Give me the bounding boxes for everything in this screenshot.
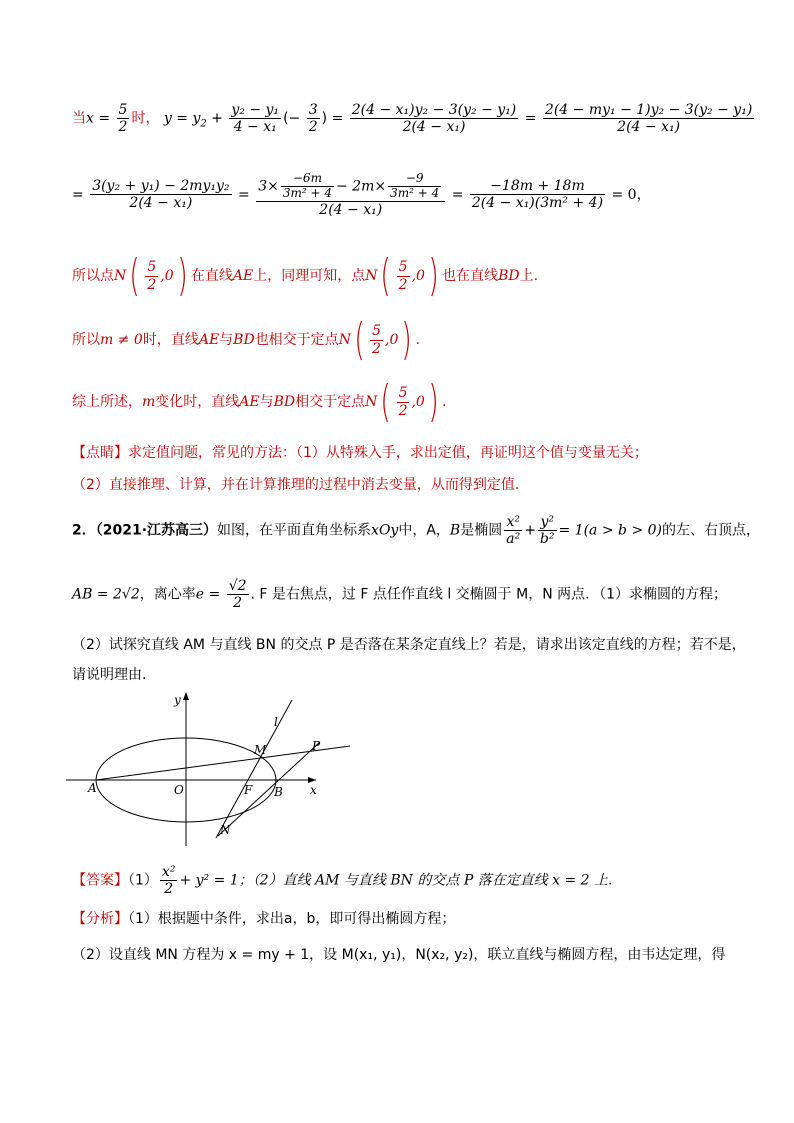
line-l-label: l <box>274 715 278 729</box>
dianjing-tag: 【点睛】 <box>72 445 128 461</box>
fraction: $\frac{\text{3(y₂ + y₁) − 2my₁y₂}}{\text{2(4 − x₁)}}$ <box>92 178 230 212</box>
fraction: $\frac{3}{2}$ <box>308 102 318 136</box>
point-p-label: P <box>312 739 321 753</box>
point-b-label: B <box>274 785 283 799</box>
question-2-line-4: 请说明理由. <box>72 667 147 683</box>
answer-tag: 【答案】 <box>72 872 128 889</box>
analysis-line-2: （2）设直线 MN 方程为 x = my + 1，设 M(x₁, y₁)，N(x₂, y₂)，联立直线与椭圆方程，由韦达定理，得 <box>72 947 726 963</box>
text-line-4: 所以m ≠ 0时，直线AE与BD也相交于定点N( $\frac{5}{2}$ ,0) . <box>72 314 421 365</box>
analysis-line-1: 【分析】（1）根据题中条件，求出a，b，即可得出椭圆方程； <box>72 911 456 927</box>
when-label: 当 <box>72 110 86 127</box>
formula-line-1: 当x = $\frac{5}{2}$ 时， $y = y_2$ + $\frac{\text{y₂ − y₁}}{\text{4 − x₁}}$ (− $\frac{3}{2}$ ) = $\frac{\text{2(4 − x₁)y₂ − 3(y₂ − y₁)}}{\text{2(4 − x₁)}}$ = $\frac{\text{2(4 − my₁ − 1)y₂ − 3(y₂ − y₁)}}{\text{2(4 − x₁)}}$ <box>72 102 753 136</box>
line-bn <box>218 742 320 836</box>
y-arrow <box>183 692 189 700</box>
dianjing-line-1: 【点睛】求定值问题，常见的方法：（1）从特殊入手，求出定值，再证明这个值与变量无关； <box>72 445 648 461</box>
question-2-line-1: 2．（2021·江苏高三）如图，在平面直角坐标系xOy中，A，B是椭圆 $\frac{\text{x²}}{\text{a²}}$ + $\frac{\text{y²}}{\text{b²}}$ = 1(a > b > 0)的左、右顶点， <box>72 514 760 548</box>
point-n-label: N <box>220 823 231 837</box>
point-a-label: A <box>88 781 97 795</box>
fraction: $\frac{5}{2}$ <box>118 102 128 136</box>
point-f-label: F <box>244 783 253 797</box>
fraction: $\frac{\text{2(4 − my₁ − 1)y₂ − 3(y₂ − y₁)}}{\text{2(4 − x₁)}}$ <box>544 102 753 136</box>
fraction: $\frac{\text{y₂ − y₁}}{\text{4 − x₁}}$ <box>231 102 280 136</box>
question-2-line-2: AB = 2√2，离心率e = $\frac{√2}{2}$ . F 是右焦点，过 F 点任作直线 l 交椭圆于 M，N 两点．（1）求椭圆的方程； <box>72 578 728 612</box>
dianjing-line-2: （2）直接推理、计算，并在计算推理的过程中消去变量，从而得到定值. <box>72 477 520 493</box>
nested-fraction: 3× $\frac{-6m}{\text{3m² + 4}}$ − 2m× $\frac{-9}{\text{3m² + 4}}$ 2(4 − x₁) <box>256 172 445 218</box>
analysis-tag: 【分析】 <box>72 911 128 927</box>
line-l <box>216 700 292 838</box>
ellipse-figure <box>66 688 366 848</box>
text-line-5: 综上所述，m变化时，直线AE与BD相交于定点N( $\frac{5}{2}$ ,0) . <box>72 376 447 427</box>
formula-line-2: = $\frac{\text{3(y₂ + y₁) − 2my₁y₂}}{\text{2(4 − x₁)}}$ = 3× $\frac{-6m}{\text{3m² + 4}}$ − 2m× $\frac{-9}{\text{3m² + 4}}$ 2(4 − x₁) = $\frac{-18m + 18m}{\text{2(4 − x₁)(3m² + 4)}}$ = 0， <box>72 171 651 218</box>
fraction: $\frac{-18m + 18m}{\text{2(4 − x₁)(3m² + 4)}}$ <box>471 178 604 212</box>
text-line-3: 所以点N( $\frac{5}{2}$ ,0) 在直线AE上，同理可知，点N( $\frac{5}{2}$ ,0) 也在直线BD上. <box>72 250 539 301</box>
y-label: y <box>174 693 181 707</box>
fraction: $\frac{\text{2(4 − x₁)y₂ − 3(y₂ − y₁)}}{\text{2(4 − x₁)}}$ <box>351 102 517 136</box>
question-2-line-3: （2）试探究直线 AM 与直线 BN 的交点 P 是否落在某条定直线上？若是，请求出该定直线的方程；若不是， <box>72 637 746 653</box>
point-o-label: O <box>174 783 184 797</box>
point-m-label: M <box>254 743 267 757</box>
x-label: x <box>310 783 317 797</box>
answer-line: 【答案】（1） $\frac{\text{x²}}{2}$ + y² = 1；（2）直线 AM 与直线 BN 的交点 P 落在定直线 x = 2 上. <box>72 864 613 898</box>
